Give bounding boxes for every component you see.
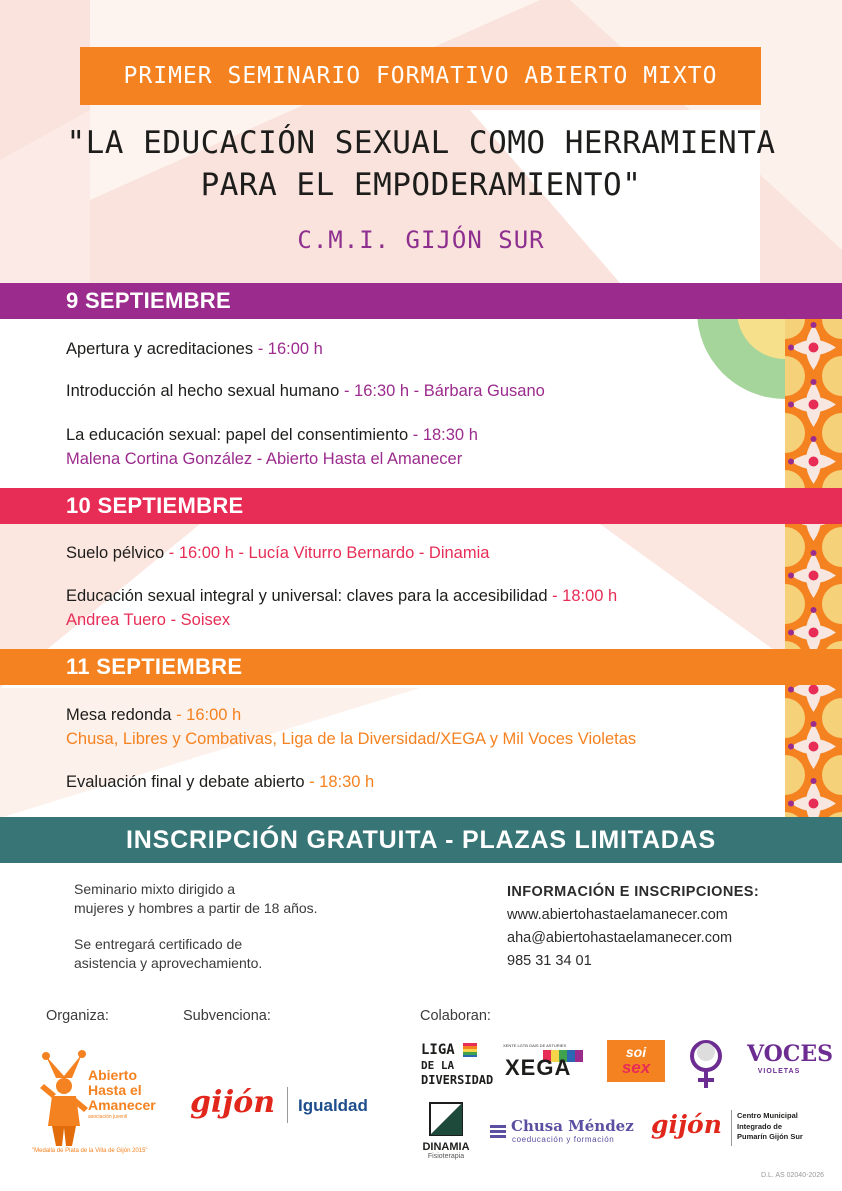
info-notes: [74, 880, 318, 990]
session-time: - 16:00 h - Lucía Viturro Bernardo - Dinamia: [164, 544, 490, 562]
session-time: - 16:00 h: [253, 340, 323, 358]
session-suelo-pelvico: [66, 541, 489, 565]
subvenciona-label: Subvenciona:: [183, 1008, 271, 1024]
dinamia-wordmark: DINAMIA: [422, 1141, 470, 1153]
libres-y-combativas-logo: [683, 1038, 729, 1090]
dinamia-logo: [415, 1102, 477, 1168]
session-title: Mesa redonda: [66, 706, 172, 724]
title-line-1: "LA EDUCACIÓN SEXUAL COMO HERRAMIENTA: [66, 125, 776, 161]
soisex-logo: [607, 1040, 665, 1082]
liga-text-1: LIGA: [421, 1042, 455, 1058]
session-introduccion: [66, 379, 545, 403]
session-apertura: [66, 337, 323, 361]
igualdad-wordmark: Igualdad: [298, 1096, 368, 1115]
inscription-banner: INSCRIPCIÓN GRATUITA - PLAZAS LIMITADAS: [0, 817, 842, 863]
abierto-hasta-el-amanecer-logo: [32, 1048, 186, 1163]
header-zone: [0, 0, 842, 283]
gijon-cmi-logo: [651, 1110, 823, 1150]
voces-violetas-logo: [747, 1040, 834, 1086]
chusa-subtitle: coeducación y formación: [512, 1135, 615, 1144]
gijon-igualdad-logo: [190, 1085, 380, 1127]
legal-deposit: D.L. AS 02040-2026: [760, 1172, 824, 1179]
cmi-text-1: Centro Municipal: [737, 1111, 798, 1120]
contact-info: [507, 881, 759, 973]
gijon-wordmark: gijón: [190, 1085, 276, 1120]
chusa-wordmark: Chusa Méndez: [511, 1117, 634, 1135]
day-header-11-septiembre: 11 SEPTIEMBRE: [0, 649, 842, 685]
session-speaker: Chusa, Libres y Combativas, Liga de la Diversidad/XEGA y Mil Voces Violetas: [66, 730, 637, 748]
cmi-text-3: Pumarín Gijón Sur: [737, 1132, 803, 1141]
gijon-cmi-wordmark: gijón: [651, 1110, 722, 1139]
session-educacion-integral: [66, 584, 617, 632]
voces-text-1: VOCES: [747, 1041, 834, 1067]
session-speaker: Andrea Tuero - Soisex: [66, 611, 231, 629]
venue-name: C.M.I. GIJÓN SUR: [297, 226, 545, 254]
session-speaker: Malena Cortina González - Abierto Hasta el Amanecer: [66, 450, 463, 468]
xega-subtitle: XENTE LGTB GAIS DE ASTURIES: [503, 1043, 567, 1048]
session-time: - 16:00 h: [171, 706, 242, 724]
aha-subtitle: asociación juvenil: [88, 1114, 128, 1120]
voces-text-2: VIOLETAS: [757, 1068, 801, 1075]
liga-text-3: DIVERSIDAD: [421, 1073, 494, 1087]
rainbow-shield-icon: [463, 1043, 477, 1057]
session-title: Introducción al hecho sexual humano: [66, 382, 340, 400]
aha-name-3: Amanecer: [88, 1097, 156, 1113]
session-time: - 18:30 h: [304, 773, 375, 791]
day-header-9-septiembre: 9 SEPTIEMBRE: [0, 283, 842, 319]
green-quarter-circle: [697, 311, 785, 399]
day-header-10-septiembre: 10 SEPTIEMBRE: [0, 488, 842, 524]
session-title: Educación sexual integral y universal: claves para la accesibilidad: [66, 587, 548, 605]
contact-website-link[interactable]: www.abiertohastaelamanecer.com: [507, 907, 728, 923]
aha-name-2: Hasta el: [88, 1082, 142, 1098]
session-time: - 18:00 h: [547, 587, 618, 605]
contact-phone[interactable]: 985 31 34 01: [507, 953, 592, 969]
side-pattern: [785, 319, 842, 817]
jester-icon: [36, 1048, 92, 1148]
title-line-2: PARA EL EMPODERAMIENTO": [200, 167, 642, 203]
session-consentimiento: [66, 423, 478, 471]
contact-heading: INFORMACIÓN E INSCRIPCIONES:: [507, 884, 760, 900]
note-certificate-1: Se entregará certificado de: [74, 936, 243, 952]
schedule: [0, 283, 842, 818]
session-evaluacion: [66, 770, 374, 794]
liga-diversidad-logo: [421, 1042, 496, 1087]
soisex-text-2: sex: [621, 1058, 651, 1077]
session-time: - 18:30 h: [408, 426, 478, 444]
session-title: Apertura y acreditaciones: [66, 340, 254, 358]
note-certificate-2: asistencia y aprovechamiento.: [74, 955, 263, 971]
organiza-label: Organiza:: [46, 1008, 109, 1024]
session-title: Evaluación final y debate abierto: [66, 773, 305, 791]
soisex-text-1: soi: [625, 1044, 647, 1060]
dinamia-icon: [429, 1102, 463, 1136]
aha-medal: "Medalla de Plata de la Villa de Gijón 2015": [32, 1148, 148, 1154]
chusa-icon: [490, 1123, 506, 1139]
seminar-banner: PRIMER SEMINARIO FORMATIVO ABIERTO MIXTO: [80, 47, 761, 105]
seminar-title: [40, 122, 802, 206]
session-time: - 16:30 h - Bárbara Gusano: [339, 382, 545, 400]
cmi-text-2: Integrado de: [737, 1121, 783, 1131]
note-audience-2: mujeres y hombres a partir de 18 años.: [74, 900, 318, 916]
xega-wordmark: XEGA: [505, 1055, 572, 1080]
logo-divider: [731, 1110, 732, 1146]
liga-text-2: DE LA: [421, 1059, 455, 1072]
colaboran-label: Colaboran:: [420, 1008, 491, 1024]
session-mesa-redonda: [66, 703, 636, 751]
note-audience-1: Seminario mixto dirigido a: [74, 881, 236, 897]
dinamia-subtitle: Fisioterapia: [427, 1153, 465, 1160]
logo-divider: [287, 1087, 288, 1123]
contact-email-link[interactable]: aha@abiertohastaelamanecer.com: [507, 930, 733, 946]
cmi-text: [737, 1111, 803, 1143]
session-title: Suelo pélvico: [66, 544, 165, 562]
aha-name-1: Abierto: [88, 1067, 137, 1083]
session-title: La educación sexual: papel del consentimiento: [66, 426, 409, 444]
chusa-mendez-logo: [490, 1118, 640, 1148]
xega-logo: [503, 1043, 585, 1081]
